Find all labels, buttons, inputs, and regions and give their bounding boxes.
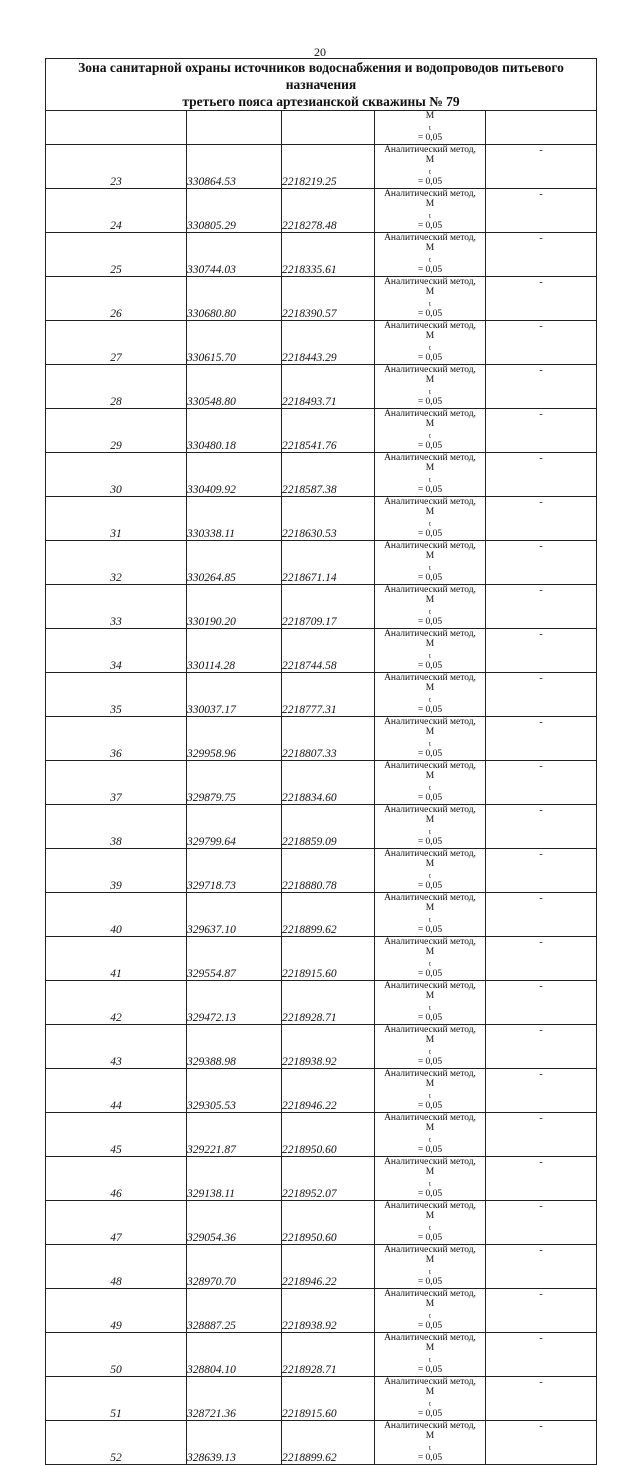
table-row	[46, 1200, 597, 1244]
table-row	[46, 584, 597, 628]
cell-method	[375, 188, 486, 232]
cell-y: 2218443.29	[282, 320, 375, 364]
cell-method	[375, 1244, 486, 1288]
coordinates-table	[45, 58, 597, 1465]
cell-x: 330037.17	[187, 672, 282, 716]
cell-mark: -	[486, 672, 597, 716]
cell-x: 329718.73	[187, 848, 282, 892]
cell-y: 2218335.61	[282, 232, 375, 276]
method-label: Аналитический метод,	[384, 804, 476, 815]
cell-y: 2218630.53	[282, 496, 375, 540]
cell-mark: -	[486, 540, 597, 584]
table-row	[46, 364, 597, 408]
cell-mark: -	[486, 584, 597, 628]
cell-number	[46, 111, 187, 145]
cell-method	[375, 1112, 486, 1156]
method-value: М $_t$ = 0,05	[417, 1167, 443, 1199]
cell-method	[375, 1068, 486, 1112]
table-row	[46, 1420, 597, 1464]
table-row-partial	[46, 111, 597, 145]
table-row	[46, 760, 597, 804]
cell-x: 330114.28	[187, 628, 282, 672]
cell-method	[375, 1376, 486, 1420]
cell-y: 2218946.22	[282, 1244, 375, 1288]
cell-number: 51	[46, 1376, 187, 1420]
method-value: М $_t$ = 0,05	[417, 815, 443, 847]
table-row	[46, 936, 597, 980]
cell-y: 2218938.92	[282, 1288, 375, 1332]
method-label: Аналитический метод,	[384, 496, 476, 507]
cell-y: 2218899.62	[282, 892, 375, 936]
method-value: М $_t$ = 0,05	[417, 1123, 443, 1155]
cell-y: 2218952.07	[282, 1156, 375, 1200]
cell-number: 46	[46, 1156, 187, 1200]
cell-y: 2218946.22	[282, 1068, 375, 1112]
table-row	[46, 1376, 597, 1420]
table-row	[46, 716, 597, 760]
method-value: М $_t$ = 0,05	[417, 903, 443, 935]
cell-method	[375, 452, 486, 496]
cell-number: 37	[46, 760, 187, 804]
table-title-line1: Зона санитарной охраны источников водоснабжения и водопроводов питьевого назначения	[78, 60, 564, 92]
cell-method	[375, 584, 486, 628]
method-label: Аналитический метод,	[384, 1332, 476, 1343]
cell-method	[375, 936, 486, 980]
cell-mark	[486, 111, 597, 145]
cell-number: 30	[46, 452, 187, 496]
cell-mark: -	[486, 1420, 597, 1464]
cell-y: 2218938.92	[282, 1024, 375, 1068]
table-row	[46, 672, 597, 716]
cell-x: 329799.64	[187, 804, 282, 848]
method-value: М $_t$ = 0,05	[417, 1035, 443, 1067]
cell-y: 2218709.17	[282, 584, 375, 628]
table-row	[46, 188, 597, 232]
cell-x: 330338.11	[187, 496, 282, 540]
method-label: Аналитический метод,	[384, 848, 476, 859]
table-row	[46, 540, 597, 584]
cell-y: 2218859.09	[282, 804, 375, 848]
cell-number: 26	[46, 276, 187, 320]
method-value: М $_t$ = 0,05	[417, 463, 443, 495]
method-value: М $_t$ = 0,05	[417, 375, 443, 407]
cell-number: 28	[46, 364, 187, 408]
cell-number: 25	[46, 232, 187, 276]
page-number: 20	[314, 45, 326, 59]
method-label: Аналитический метод,	[384, 320, 476, 331]
cell-x: 329054.36	[187, 1200, 282, 1244]
cell-mark: -	[486, 276, 597, 320]
method-value: М $_t$ = 0,05	[417, 639, 443, 671]
method-label: Аналитический метод,	[384, 1112, 476, 1123]
cell-y: 2218950.60	[282, 1112, 375, 1156]
method-value: М $_t$ = 0,05	[417, 991, 443, 1023]
cell-mark: -	[486, 848, 597, 892]
cell-mark: -	[486, 1024, 597, 1068]
method-value: М $_t$ = 0,05	[417, 551, 443, 583]
cell-mark: -	[486, 1244, 597, 1288]
cell-number: 36	[46, 716, 187, 760]
table-row	[46, 408, 597, 452]
cell-number: 50	[46, 1332, 187, 1376]
method-value: М $_t$ = 0,05	[417, 1211, 443, 1243]
method-value: М $_t$ = 0,05	[417, 507, 443, 539]
cell-number: 39	[46, 848, 187, 892]
cell-x: 328721.36	[187, 1376, 282, 1420]
method-label: Аналитический метод,	[384, 408, 476, 419]
cell-x: 330805.29	[187, 188, 282, 232]
cell-method	[375, 1024, 486, 1068]
table-title	[46, 59, 597, 111]
cell-x: 329637.10	[187, 892, 282, 936]
cell-x: 328639.13	[187, 1420, 282, 1464]
method-label: Аналитический метод,	[384, 672, 476, 683]
cell-number: 34	[46, 628, 187, 672]
cell-method	[375, 892, 486, 936]
cell-x: 329138.11	[187, 1156, 282, 1200]
cell-method	[375, 1420, 486, 1464]
cell-mark: -	[486, 716, 597, 760]
table-title-line2: третьего пояса артезианской скважины № 79	[182, 94, 460, 109]
cell-x: 329554.87	[187, 936, 282, 980]
cell-x: 329958.96	[187, 716, 282, 760]
cell-y: 2218928.71	[282, 980, 375, 1024]
table-row	[46, 232, 597, 276]
cell-number: 23	[46, 144, 187, 188]
cell-mark: -	[486, 760, 597, 804]
cell-mark: -	[486, 496, 597, 540]
method-label: Аналитический метод,	[384, 276, 476, 287]
cell-x: 329388.98	[187, 1024, 282, 1068]
cell-method	[375, 1288, 486, 1332]
cell-method	[375, 408, 486, 452]
cell-method	[375, 1200, 486, 1244]
cell-x: 329879.75	[187, 760, 282, 804]
cell-y: 2218834.60	[282, 760, 375, 804]
cell-x: 328887.25	[187, 1288, 282, 1332]
cell-mark: -	[486, 936, 597, 980]
cell-method	[375, 276, 486, 320]
method-label: Аналитический метод,	[384, 936, 476, 947]
table-row	[46, 1244, 597, 1288]
cell-mark: -	[486, 320, 597, 364]
method-value: М $_t$ = 0,05	[417, 287, 443, 319]
cell-mark: -	[486, 980, 597, 1024]
cell-x	[187, 111, 282, 145]
cell-x: 330548.80	[187, 364, 282, 408]
cell-number: 40	[46, 892, 187, 936]
cell-y: 2218950.60	[282, 1200, 375, 1244]
cell-x: 330744.03	[187, 232, 282, 276]
method-value: М $_t$ = 0,05	[417, 199, 443, 231]
cell-mark: -	[486, 188, 597, 232]
table-row	[46, 1112, 597, 1156]
cell-method	[375, 1332, 486, 1376]
cell-y: 2218915.60	[282, 1376, 375, 1420]
cell-y: 2218807.33	[282, 716, 375, 760]
table-row	[46, 848, 597, 892]
cell-mark: -	[486, 1288, 597, 1332]
method-value: М $_t$ = 0,05	[417, 1079, 443, 1111]
cell-mark: -	[486, 452, 597, 496]
method-value: М $_t$ = 0,05	[417, 331, 443, 363]
cell-y: 2218915.60	[282, 936, 375, 980]
method-label: Аналитический метод,	[384, 628, 476, 639]
cell-method	[375, 980, 486, 1024]
cell-x: 328970.70	[187, 1244, 282, 1288]
method-value: М $_t$ = 0,05	[417, 1431, 443, 1463]
cell-number: 27	[46, 320, 187, 364]
method-label: Аналитический метод,	[384, 1200, 476, 1211]
table-row	[46, 1024, 597, 1068]
cell-method	[375, 364, 486, 408]
method-label: Аналитический метод,	[384, 716, 476, 727]
method-value: М $_t$ = 0,05	[417, 683, 443, 715]
table-row	[46, 804, 597, 848]
cell-mark: -	[486, 892, 597, 936]
cell-number: 41	[46, 936, 187, 980]
cell-method	[375, 320, 486, 364]
cell-y: 2218390.57	[282, 276, 375, 320]
table-row	[46, 320, 597, 364]
table-row	[46, 1156, 597, 1200]
cell-y: 2218219.25	[282, 144, 375, 188]
cell-mark: -	[486, 408, 597, 452]
method-label: Аналитический метод,	[384, 452, 476, 463]
method-value: М $_t$ = 0,05	[417, 771, 443, 803]
cell-method	[375, 716, 486, 760]
cell-method	[375, 540, 486, 584]
cell-mark: -	[486, 1200, 597, 1244]
method-label: Аналитический метод,	[384, 1420, 476, 1431]
method-value: М $_t$ = 0,05	[417, 595, 443, 627]
table-row	[46, 892, 597, 936]
method-label: Аналитический метод,	[384, 980, 476, 991]
cell-method	[375, 144, 486, 188]
cell-number: 44	[46, 1068, 187, 1112]
method-value: М $_t$ = 0,05	[417, 947, 443, 979]
cell-mark: -	[486, 1068, 597, 1112]
cell-x: 329221.87	[187, 1112, 282, 1156]
cell-method: М $_t$ = 0,05	[375, 111, 486, 145]
table-row	[46, 1288, 597, 1332]
method-value: М $_t$ = 0,05	[417, 419, 443, 451]
method-label: Аналитический метод,	[384, 892, 476, 903]
cell-number: 42	[46, 980, 187, 1024]
cell-y: 2218671.14	[282, 540, 375, 584]
table-row	[46, 1068, 597, 1112]
table-row	[46, 980, 597, 1024]
method-value: М $_t$ = 0,05	[417, 155, 443, 187]
cell-method	[375, 496, 486, 540]
method-value: М $_t$ = 0,05	[417, 1387, 443, 1419]
method-label: Аналитический метод,	[384, 364, 476, 375]
cell-mark: -	[486, 232, 597, 276]
cell-number: 35	[46, 672, 187, 716]
cell-number: 45	[46, 1112, 187, 1156]
cell-number: 29	[46, 408, 187, 452]
method-label: Аналитический метод,	[384, 232, 476, 243]
method-value: М $_t$ = 0,05	[417, 243, 443, 275]
method-label: Аналитический метод,	[384, 1288, 476, 1299]
cell-number: 31	[46, 496, 187, 540]
method-value: М $_t$ = 0,05	[417, 727, 443, 759]
table-row	[46, 144, 597, 188]
cell-mark: -	[486, 144, 597, 188]
method-label: Аналитический метод,	[384, 584, 476, 595]
cell-number: 43	[46, 1024, 187, 1068]
method-label: Аналитический метод,	[384, 1156, 476, 1167]
table-row	[46, 1332, 597, 1376]
method-value: М $_t$ = 0,05	[417, 1299, 443, 1331]
cell-mark: -	[486, 628, 597, 672]
cell-x: 329472.13	[187, 980, 282, 1024]
cell-number: 52	[46, 1420, 187, 1464]
cell-y: 2218744.58	[282, 628, 375, 672]
cell-x: 330409.92	[187, 452, 282, 496]
cell-y: 2218541.76	[282, 408, 375, 452]
cell-method	[375, 628, 486, 672]
cell-mark: -	[486, 364, 597, 408]
cell-mark: -	[486, 1112, 597, 1156]
cell-method	[375, 232, 486, 276]
cell-y: 2218899.62	[282, 1420, 375, 1464]
cell-number: 24	[46, 188, 187, 232]
method-label: Аналитический метод,	[384, 760, 476, 771]
cell-number: 48	[46, 1244, 187, 1288]
method-label: Аналитический метод,	[384, 188, 476, 199]
cell-y: 2218880.78	[282, 848, 375, 892]
method-value: М $_t$ = 0,05	[417, 1255, 443, 1287]
cell-method	[375, 804, 486, 848]
method-value: М $_t$ = 0,05	[417, 859, 443, 891]
cell-x: 330480.18	[187, 408, 282, 452]
cell-x: 330615.70	[187, 320, 282, 364]
method-label: Аналитический метод,	[384, 1024, 476, 1035]
cell-method	[375, 848, 486, 892]
method-label: Аналитический метод,	[384, 540, 476, 551]
cell-number: 32	[46, 540, 187, 584]
cell-mark: -	[486, 1156, 597, 1200]
cell-y: 2218777.31	[282, 672, 375, 716]
table-row	[46, 452, 597, 496]
cell-method	[375, 1156, 486, 1200]
cell-y: 2218493.71	[282, 364, 375, 408]
cell-method	[375, 672, 486, 716]
cell-mark: -	[486, 1376, 597, 1420]
table-row	[46, 628, 597, 672]
method-label: Аналитический метод,	[384, 144, 476, 155]
cell-mark: -	[486, 1332, 597, 1376]
cell-method	[375, 760, 486, 804]
cell-x: 329305.53	[187, 1068, 282, 1112]
cell-number: 47	[46, 1200, 187, 1244]
cell-number: 38	[46, 804, 187, 848]
cell-number: 33	[46, 584, 187, 628]
cell-x: 330190.20	[187, 584, 282, 628]
method-label: Аналитический метод,	[384, 1068, 476, 1079]
table-row	[46, 496, 597, 540]
cell-mark: -	[486, 804, 597, 848]
method-value: М $_t$ = 0,05	[417, 1343, 443, 1375]
cell-y	[282, 111, 375, 145]
method-label: Аналитический метод,	[384, 1244, 476, 1255]
cell-y: 2218587.38	[282, 452, 375, 496]
cell-x: 330864.53	[187, 144, 282, 188]
cell-x: 330264.85	[187, 540, 282, 584]
cell-x: 328804.10	[187, 1332, 282, 1376]
cell-y: 2218928.71	[282, 1332, 375, 1376]
method-label: Аналитический метод,	[384, 1376, 476, 1387]
table-row	[46, 276, 597, 320]
cell-y: 2218278.48	[282, 188, 375, 232]
cell-number: 49	[46, 1288, 187, 1332]
cell-x: 330680.80	[187, 276, 282, 320]
